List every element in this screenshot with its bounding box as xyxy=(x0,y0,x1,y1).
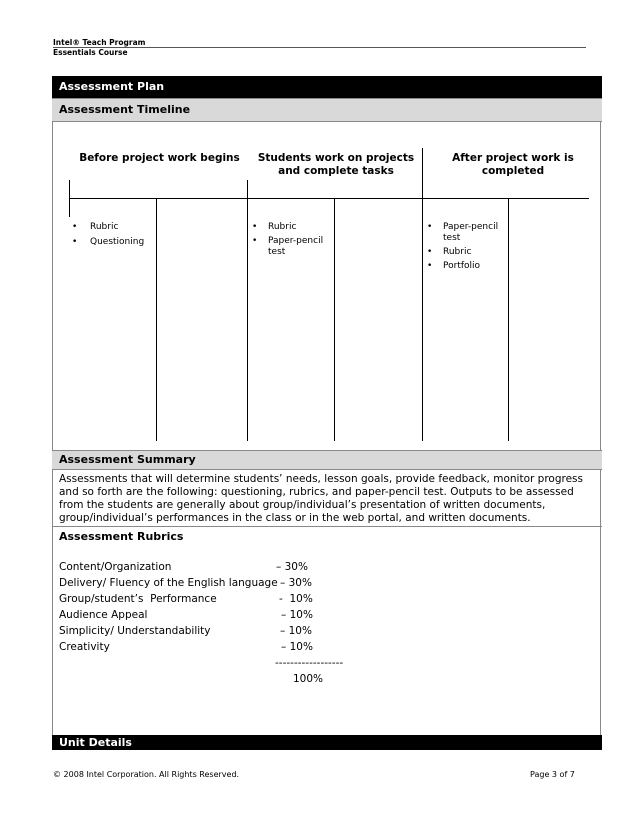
list-item: • Portfolio xyxy=(425,261,505,272)
rubric-label: Group/student’s Performance xyxy=(59,593,217,605)
timeline-col3-list xyxy=(425,222,505,275)
course-name: Essentials Course xyxy=(53,48,128,57)
assessment-rubrics-heading: Assessment Rubrics xyxy=(59,530,184,543)
list-item: • Rubric xyxy=(250,222,332,233)
list-item: • Paper-pencil test xyxy=(250,236,332,258)
header-rule xyxy=(53,47,586,48)
copyright: © 2008 Intel Corporation. All Rights Reserved. xyxy=(53,770,240,779)
summary-text: Assessments that will determine students’ needs, lesson goals, provide feedback, monitor progress and so forth are the following: questioning, rubrics, and paper-pencil test. Outputs to be assessed from the students are generally about group/individual’s presentation of written documents, group/individual’s performances in the class or in the web portal, and written documents. xyxy=(59,473,583,524)
list-item: • Rubric xyxy=(70,222,154,233)
list-item: • Paper-pencil test xyxy=(425,222,505,244)
rubric-value: – 10% xyxy=(281,641,313,653)
rubric-value: – 10% xyxy=(280,625,312,637)
rubric-total-rule: ------------------ xyxy=(275,657,344,669)
rubric-value: - 10% xyxy=(279,593,313,605)
unit-details-heading: Unit Details xyxy=(52,735,602,750)
timeline-divider xyxy=(156,198,157,441)
timeline-col2-list xyxy=(250,222,332,261)
timeline-col3-heading: After project work is completed xyxy=(452,152,574,177)
timeline-col1-list xyxy=(70,222,154,252)
rubric-value: – 30% xyxy=(276,561,308,573)
rubric-value: – 10% xyxy=(281,609,313,621)
timeline-col1-heading: Before project work begins xyxy=(79,152,240,164)
program-name: Intel® Teach Program xyxy=(53,38,146,47)
timeline-divider xyxy=(334,198,335,441)
rubric-label: Simplicity/ Understandability xyxy=(59,625,211,637)
timeline-divider xyxy=(247,180,248,441)
rubric-label: Audience Appeal xyxy=(59,609,148,621)
rubric-value: – 30% xyxy=(280,577,312,589)
assessment-timeline-heading: Assessment Timeline xyxy=(52,98,602,122)
timeline-rule xyxy=(69,198,589,199)
assessment-plan-heading: Assessment Plan xyxy=(52,76,602,98)
page-number: Page 3 of 7 xyxy=(530,770,575,779)
timeline-divider xyxy=(422,148,423,441)
rubric-label: Creativity xyxy=(59,641,110,653)
list-item: • Questioning xyxy=(70,237,154,248)
timeline-divider xyxy=(508,198,509,441)
document-header xyxy=(53,38,145,58)
assessment-summary-heading: Assessment Summary xyxy=(52,450,602,470)
rubric-total: 100% xyxy=(293,673,324,685)
rubric-label: Content/Organization xyxy=(59,561,172,573)
rubric-label: Delivery/ Fluency of the English language xyxy=(59,577,278,589)
summary-rule xyxy=(52,526,602,527)
timeline-col2-heading: Students work on projects and complete tasks xyxy=(257,152,415,177)
list-item: • Rubric xyxy=(425,247,505,258)
